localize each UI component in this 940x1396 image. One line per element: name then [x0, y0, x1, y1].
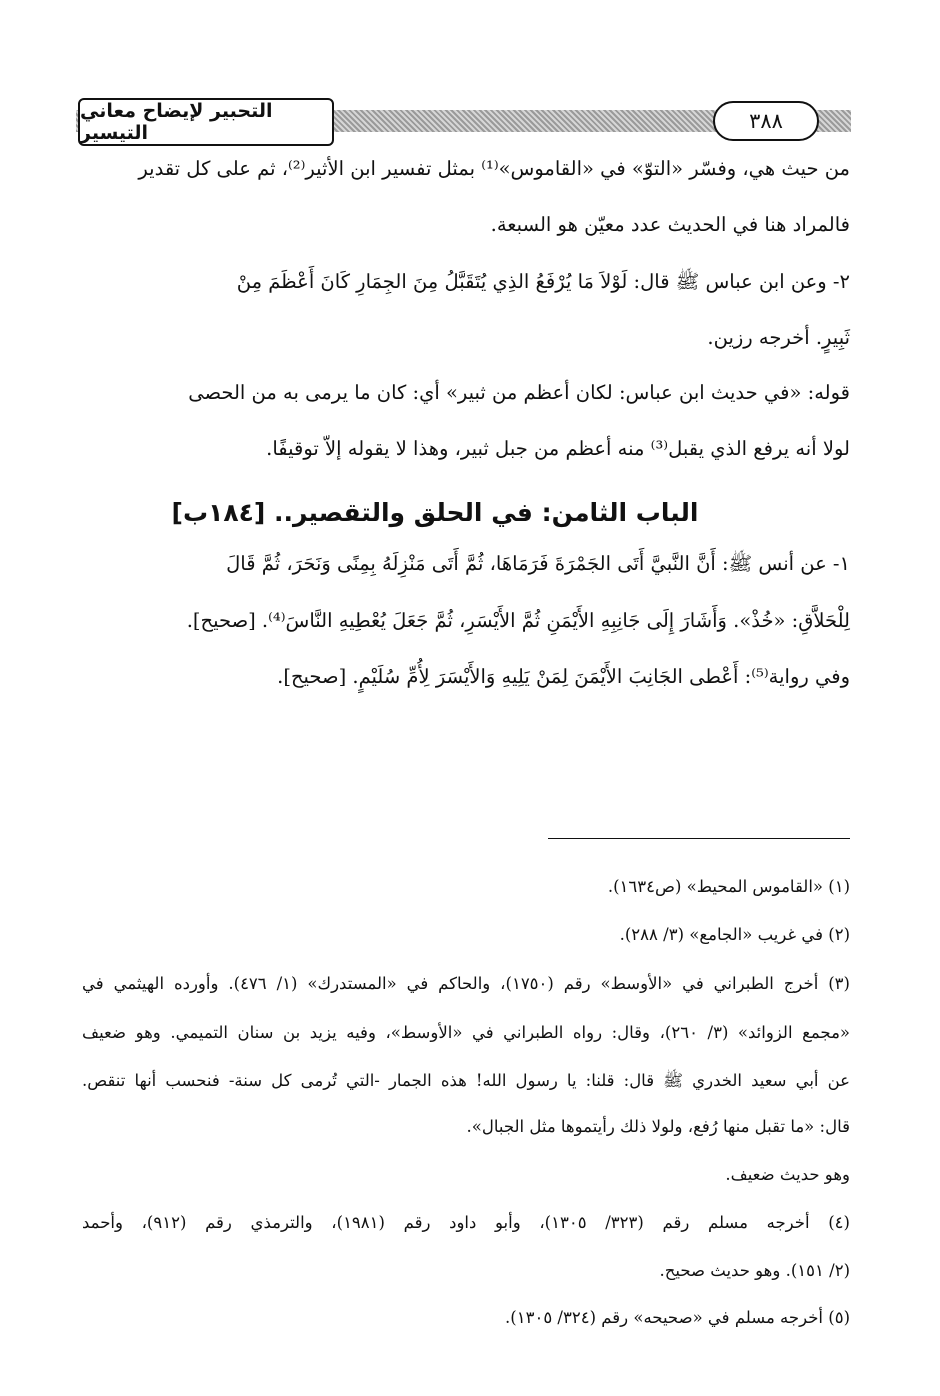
footnote-2: (٢) في غريب «الجامع» (٣/ ٢٨٨).: [619, 925, 850, 944]
book-title: التحبير لإيضاح معاني التيسير: [78, 98, 334, 146]
footnote-separator: [548, 838, 850, 839]
hadith-line-2: لِلْحَلاَّقِ: «خُذْ». وَأَشَارَ إِلَى جَانِبِهِ الأَيْمَنِ ثُمَّ الأَيْسَرِ، ثُمَّ جَعَلَ يُعْطِيهِ النَّاسَ⁽⁴⁾. [صحيح].: [186, 609, 850, 632]
footnote-4-line-2: (٢/ ١٥١). وهو حديث صحيح.: [659, 1261, 850, 1280]
hadith-line-1: ١- عن أنس ﷺ: أَنَّ النَّبيَّ أَتَى الجَمْرَةَ فَرَمَاهَا، ثُمَّ أَتَى مَنْزِلَهُ بِمِنًى وَنَحَرَ، ثُمَّ قَالَ: [226, 552, 850, 575]
footnote-3-line-2: «مجمع الزوائد» (٣/ ٢٦٠)، وقال: رواه الطبراني في «الأوسط»، وفيه يزيد بن سنان التميمي. وهو ضعيف: [82, 1023, 850, 1042]
running-header: [76, 98, 851, 148]
footnote-3-line-3: عن أبي سعيد الخدري ﷺ قال: قلنا: يا رسول الله! هذه الجمار -التي تُرمى كل سنة- فنحسب أنها تنقص.: [82, 1071, 850, 1090]
chapter-heading: الباب الثامن: في الحلق والتقصير.. [١٨٤ب]: [171, 498, 699, 527]
body-line-5: قوله: «في حديث ابن عباس: لكان أعظم من ثبير» أي: كان ما يرمى به من الحصى: [188, 381, 850, 404]
footnote-4-line-1: (٤) أخرجه مسلم رقم (٣٢٣/ ١٣٠٥)، وأبو داود رقم (١٩٨١)، والترمذي رقم (٩١٢)، وأحمد: [82, 1213, 850, 1232]
footnote-1: (١) «القاموس المحيط» (ص١٦٣٤).: [607, 877, 850, 896]
footnote-3-line-5: وهو حديث ضعيف.: [725, 1165, 850, 1184]
body-line-2: فالمراد هنا في الحديث عدد معيّن هو السبعة.: [490, 213, 850, 236]
footnote-3-line-4: قال: «ما تقبل منها رُفع، ولولا ذلك رأيتموها مثل الجبال».: [466, 1117, 850, 1136]
body-line-1: من حيث هي، وفسّر «التوّ» في «القاموس»⁽¹⁾ بمثل تفسير ابن الأثير⁽²⁾، ثم على كل تقدير: [138, 157, 850, 180]
body-line-4: ثَبِيرٍ. أخرجه رزين.: [707, 326, 850, 349]
body-line-3: ٢- وعن ابن عباس ﷺ قال: لَوْلاَ مَا يُرْفَعُ الذِي يُتَقَبَّلُ مِنَ الجِمَارِ كَانَ أَعْظَمَ مِنْ: [236, 270, 850, 293]
footnote-3-line-1: (٣) أخرج الطبراني في «الأوسط» رقم (١٧٥٠)، والحاكم في «المستدرك» (١/ ٤٧٦). وأورده الهيثمي في: [82, 974, 850, 993]
page-number: ٣٨٨: [713, 101, 819, 141]
body-line-6: لولا أنه يرفع الذي يقبل⁽³⁾ منه أعظم من جبل ثبير، وهذا لا يقوله إلاّ توقيفًا.: [266, 437, 850, 460]
footnote-5: (٥) أخرجه مسلم في «صحيحه» رقم (٣٢٤/ ١٣٠٥).: [505, 1308, 850, 1327]
hadith-line-3: وفي رواية⁽⁵⁾: أَعْطى الجَانِبَ الأَيْمَنَ لِمَنْ يَلِيهِ وَالأَيْسَرَ لِأُمِّ سُلَيْمٍ. [صحيح].: [277, 665, 850, 688]
